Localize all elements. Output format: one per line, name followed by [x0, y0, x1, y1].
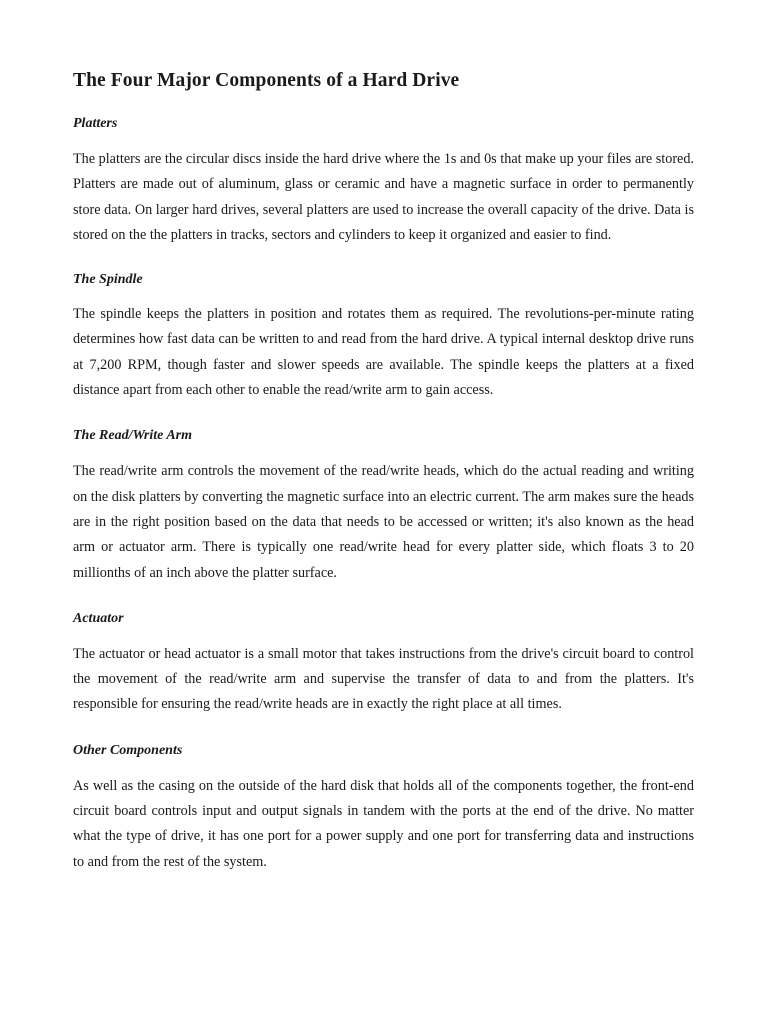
section-read-write-arm — [73, 426, 694, 585]
section-heading: The Read/Write Arm — [73, 428, 192, 444]
page-title: The Four Major Components of a Hard Drive — [73, 70, 460, 91]
section-body: As well as the casing on the outside of the hard disk that holds all of the components together, the front-end circuit board controls input and output signals in tandem with the ports at the end of the drive. No matter what the type of drive, it has one port for a power supply and one port for transferring data and instructions to and from the rest of the system. — [73, 777, 694, 870]
section-body: The actuator or head actuator is a small motor that takes instructions from the drive's circuit board to control the movement of the read/write arm and supervise the transfer of data to and from the platters. It's responsible for ensuring the read/write heads are in exactly the right place at all times. — [73, 645, 694, 713]
section-other-components — [73, 741, 694, 875]
section-heading: The Spindle — [73, 272, 143, 288]
section-platters — [73, 114, 694, 248]
section-heading: Actuator — [73, 610, 124, 626]
section-body: The read/write arm controls the movement of the read/write heads, which do the actual reading and writing on the disk platters by converting the magnetic surface into an electric current. The arm makes sure the heads are in the right position based on the data that needs to be accessed or written; it's also known as the head arm or actuator arm. There is typically one read/write head for every platter side, which floats 3 to 20 millionths of an inch above the platter surface. — [73, 463, 694, 581]
section-actuator — [73, 609, 694, 718]
section-heading: Platters — [73, 116, 118, 131]
section-body: The platters are the circular discs inside the hard drive where the 1s and 0s that make up your files are stored. Platters are made out of aluminum, glass or ceramic and have a magnetic surface in order to permanently store data. On larger hard drives, several platters are used to increase the overall capacity of the drive. Data is stored on the the platters in tracks, sectors and cylinders to keep it organized and easier to find. — [73, 151, 694, 243]
section-spindle — [73, 270, 694, 403]
section-heading: Other Components — [73, 742, 183, 758]
section-body: The spindle keeps the platters in position and rotates them as required. The revolutions-per-minute rating determines how fast data can be written to and read from the hard drive. A typical internal desktop drive runs at 7,200 RPM, though faster and slower speeds are available. The spindle keeps the platters at a fixed distance apart from each other to enable the read/write arm to gain access. — [73, 306, 694, 399]
document-page — [73, 68, 694, 875]
